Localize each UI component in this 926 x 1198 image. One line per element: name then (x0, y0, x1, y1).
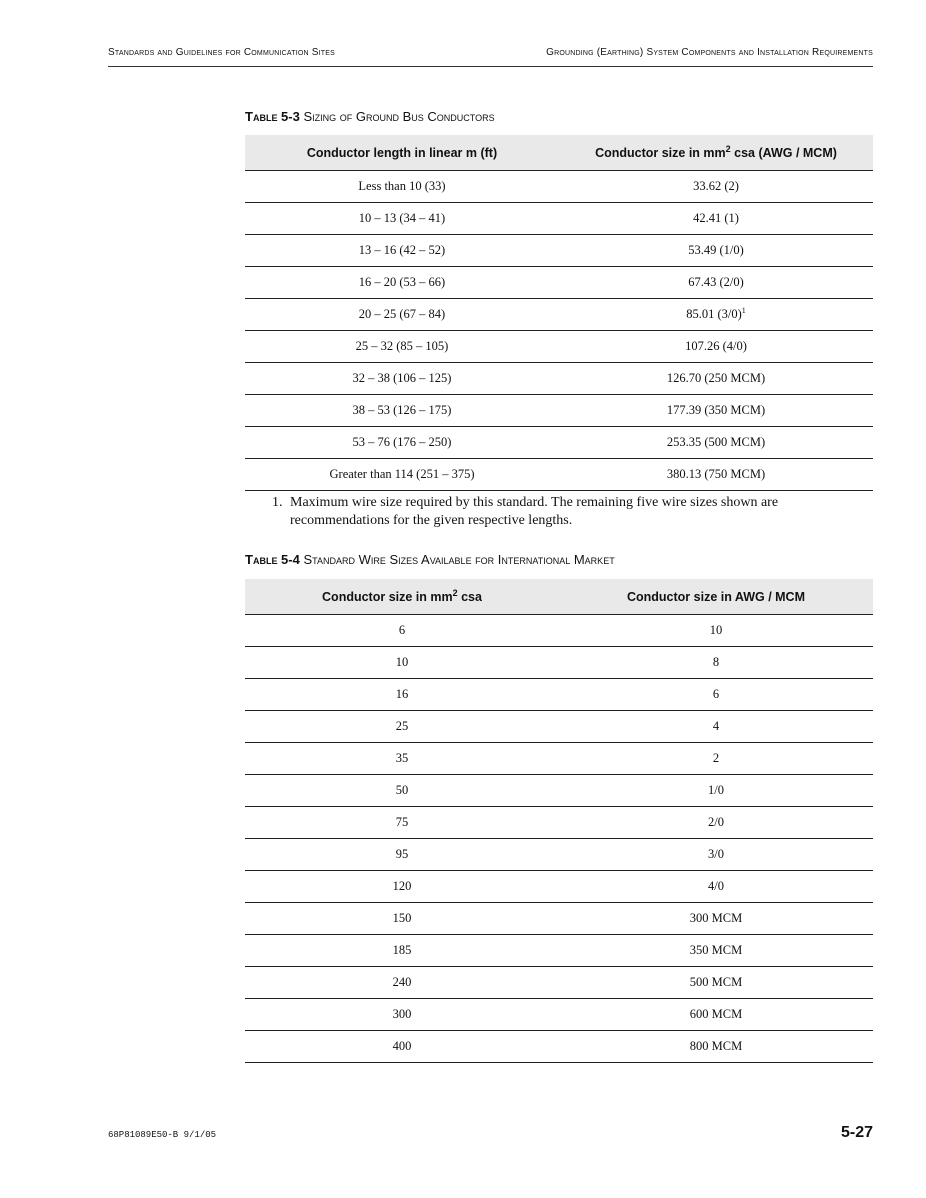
running-header (108, 47, 873, 58)
table-cell (559, 999, 873, 1031)
cell-text: 20 – 25 (67 – 84) (358, 307, 446, 321)
cell-text: 85.01 (3/0) (686, 307, 742, 322)
table-cell (559, 267, 873, 299)
cell-text: 67.43 (2/0) (688, 275, 744, 289)
cell-text: 6 (712, 687, 720, 701)
ground-bus-sizing-table (245, 135, 873, 491)
table-cell (559, 299, 873, 331)
cell-text: 253.35 (500 MCM) (666, 435, 766, 449)
table-cell (245, 903, 559, 935)
header-right-title: Grounding (Earthing) System Components and Installation Requirements (546, 47, 873, 58)
cell-text: 150 (392, 911, 412, 925)
table-cell (559, 743, 873, 775)
cell-text: 8 (712, 655, 720, 669)
table-cell (559, 427, 873, 459)
table-row (245, 331, 873, 363)
cell-text: 38 – 53 (126 – 175) (352, 403, 452, 417)
cell-text: 177.39 (350 MCM) (666, 403, 766, 417)
cell-text: 53 – 76 (176 – 250) (352, 435, 452, 449)
international-wire-sizes-table (245, 579, 873, 1063)
table-row (245, 935, 873, 967)
column-header-size (559, 135, 873, 171)
cell-text: 50 (395, 783, 409, 797)
table-row (245, 427, 873, 459)
document-id: 68P81089E50-B 9/1/05 (108, 1130, 217, 1140)
table-cell (559, 839, 873, 871)
table-row (245, 679, 873, 711)
table-cell (245, 427, 559, 459)
footnote-number: 1. (272, 495, 283, 510)
cell-text: 2 (712, 751, 720, 765)
cell-text: 3/0 (708, 847, 724, 861)
table-cell (559, 235, 873, 267)
cell-text: 240 (392, 975, 412, 989)
cell-text: Greater than 114 (251 – 375) (329, 467, 475, 481)
table-cell (559, 679, 873, 711)
table-row (245, 203, 873, 235)
table-cell (559, 903, 873, 935)
table-row (245, 871, 873, 903)
table-cell (245, 743, 559, 775)
table-row (245, 267, 873, 299)
cell-text: 380.13 (750 MCM) (666, 467, 766, 481)
table-row (245, 903, 873, 935)
cell-text: 42.41 (1) (693, 211, 739, 225)
table-cell (559, 171, 873, 203)
cell-text: Less than 10 (33) (358, 179, 446, 193)
cell-text: 16 (395, 687, 409, 701)
cell-text: 126.70 (250 MCM) (666, 371, 766, 385)
header-rule (108, 66, 873, 67)
table-5-3-number: Table 5-3 (245, 109, 300, 124)
cell-text: 400 (392, 1039, 412, 1053)
table-cell (559, 807, 873, 839)
table-cell (245, 807, 559, 839)
table-5-4-title (245, 552, 615, 567)
table-cell (245, 999, 559, 1031)
table-row (245, 839, 873, 871)
table-row (245, 395, 873, 427)
table-row (245, 775, 873, 807)
table-cell (245, 331, 559, 363)
table-row (245, 171, 873, 203)
table-cell (245, 171, 559, 203)
table-5-3-name: Sizing of Ground Bus Conductors (303, 109, 495, 124)
table-row (245, 967, 873, 999)
cell-text: 1/0 (708, 783, 724, 797)
table-cell (245, 775, 559, 807)
cell-text: 10 – 13 (34 – 41) (358, 211, 446, 225)
table-cell (245, 711, 559, 743)
table-footnote (272, 494, 872, 530)
table-row (245, 647, 873, 679)
column-header-size-text: Conductor size in mm (595, 146, 726, 161)
table-cell (245, 235, 559, 267)
cell-text: 2/0 (708, 815, 724, 829)
table-row (245, 999, 873, 1031)
cell-text: 107.26 (4/0) (685, 339, 747, 353)
table-cell (559, 871, 873, 903)
cell-text: 10 (395, 655, 409, 669)
table-cell (245, 615, 559, 647)
cell-text: 350 MCM (689, 943, 743, 957)
cell-text: 800 MCM (689, 1039, 743, 1053)
table-cell (245, 299, 559, 331)
table-cell (245, 459, 559, 491)
table-cell (559, 1031, 873, 1063)
superscript-2: 2 (725, 144, 731, 155)
cell-text: 16 – 20 (53 – 66) (358, 275, 446, 289)
table-cell (559, 203, 873, 235)
table-row (245, 235, 873, 267)
column-header-mm2-unit: csa (457, 590, 482, 605)
cell-text: 75 (395, 815, 409, 829)
cell-text: 4/0 (708, 879, 724, 893)
cell-text: 32 – 38 (106 – 125) (352, 371, 452, 385)
footnote-text: Maximum wire size required by this standard. The remaining five wire sizes shown are recommendations for the given respective lengths. (290, 495, 779, 528)
cell-text: 6 (398, 623, 406, 637)
table-row (245, 1031, 873, 1063)
table-cell (559, 331, 873, 363)
table-cell (245, 679, 559, 711)
cell-text: 300 (392, 1007, 412, 1021)
cell-text: 10 (709, 623, 723, 637)
cell-text: 120 (392, 879, 412, 893)
table-row (245, 299, 873, 331)
cell-text: 300 MCM (689, 911, 743, 925)
table-row (245, 743, 873, 775)
cell-text: 25 (395, 719, 409, 733)
cell-text: 25 – 32 (85 – 105) (355, 339, 449, 353)
table-5-3-title (245, 109, 495, 124)
table-cell (245, 871, 559, 903)
footnote-marker: 1 (741, 306, 746, 316)
column-header-size-unit: csa (AWG / MCM) (730, 146, 837, 161)
column-header-mm2 (245, 579, 559, 615)
cell-text: 95 (395, 847, 409, 861)
table-cell (245, 203, 559, 235)
table-cell (245, 1031, 559, 1063)
column-header-length: Conductor length in linear m (ft) (245, 135, 559, 171)
cell-text: 13 – 16 (42 – 52) (358, 243, 446, 257)
table-row (245, 363, 873, 395)
table-cell (245, 267, 559, 299)
table-cell (559, 459, 873, 491)
table-header-row (245, 579, 873, 615)
superscript-2: 2 (452, 588, 458, 599)
cell-text: 33.62 (2) (693, 179, 739, 193)
table-header-row (245, 135, 873, 171)
table-5-4-name: Standard Wire Sizes Available for International Market (303, 552, 615, 567)
header-left-title: Standards and Guidelines for Communication Sites (108, 47, 335, 58)
table-cell (245, 395, 559, 427)
table-cell (245, 363, 559, 395)
table-cell (559, 363, 873, 395)
table-cell (245, 935, 559, 967)
table-cell (559, 967, 873, 999)
cell-text: 35 (395, 751, 409, 765)
table-cell (245, 647, 559, 679)
table-cell (245, 839, 559, 871)
table-5-4-number: Table 5-4 (245, 552, 300, 567)
table-cell (559, 935, 873, 967)
table-cell (559, 615, 873, 647)
column-header-mm2-text: Conductor size in mm (322, 590, 453, 605)
table-row (245, 459, 873, 491)
cell-text: 185 (392, 943, 412, 957)
cell-text: 600 MCM (689, 1007, 743, 1021)
column-header-awg: Conductor size in AWG / MCM (559, 579, 873, 615)
table-cell (245, 967, 559, 999)
table-row (245, 807, 873, 839)
cell-text: 4 (712, 719, 720, 733)
table-cell (559, 775, 873, 807)
table-row (245, 615, 873, 647)
table-cell (559, 711, 873, 743)
cell-text: 500 MCM (689, 975, 743, 989)
table-cell (559, 395, 873, 427)
cell-text: 53.49 (1/0) (688, 243, 744, 257)
table-cell (559, 647, 873, 679)
table-row (245, 711, 873, 743)
page-number: 5-27 (840, 1124, 873, 1141)
